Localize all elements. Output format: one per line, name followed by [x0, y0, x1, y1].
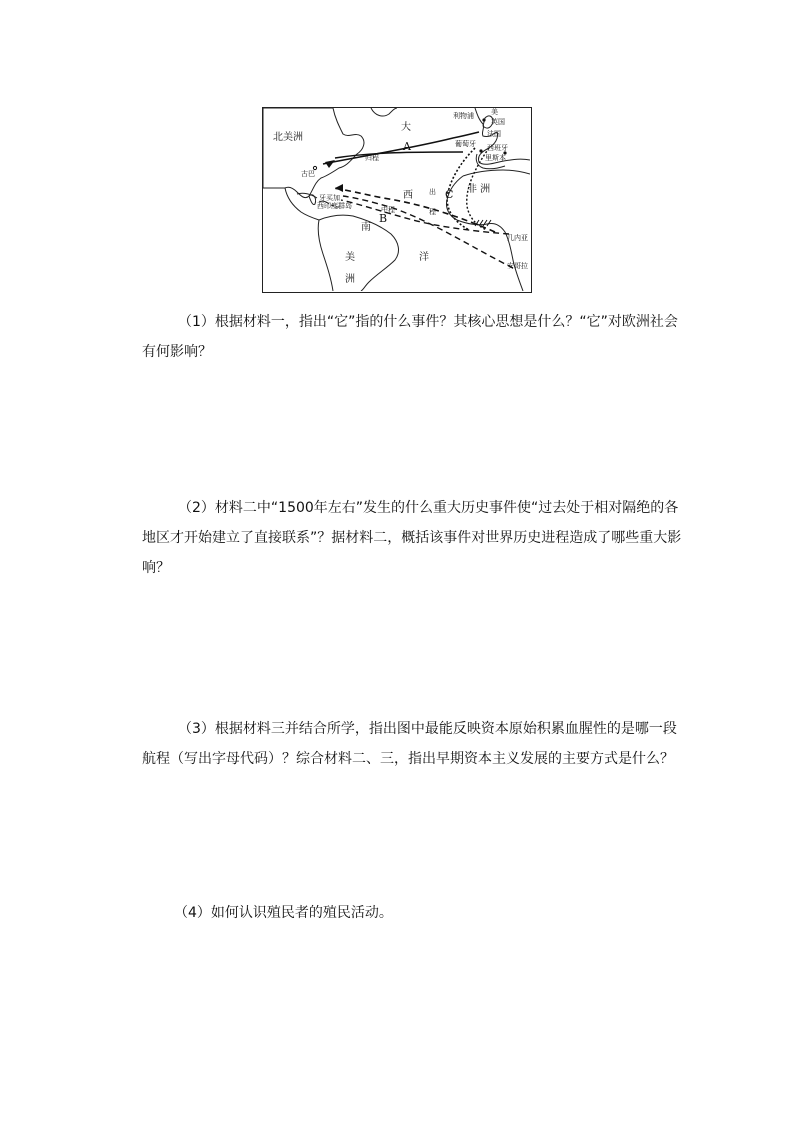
route-a-line [323, 132, 479, 164]
label-route-a: A [403, 140, 411, 153]
question-4: （4）如何认识殖民者的殖民活动。 [174, 905, 393, 921]
label-atlantic-yang: 洋 [419, 252, 429, 263]
map-svg [263, 108, 530, 291]
label-atlantic-da: 大 [401, 122, 411, 133]
question-1: （1）根据材料一，指出“它”指的什么事件？其核心思想是什么？“它”对欧洲社会有何影响？ [142, 314, 678, 360]
label-cuba: 古巴 [301, 170, 315, 178]
label-south-zhou: 洲 [345, 274, 355, 285]
africa-north-coast [463, 170, 530, 176]
label-atlantic-xi: 西 [403, 190, 413, 201]
label-mei-top: 美 [491, 108, 498, 116]
label-guinea: 几内亚 [507, 234, 528, 242]
label-north-america: 北美洲 [273, 132, 303, 143]
label-jamaica: 牙买加 [319, 194, 340, 202]
label-route-b: B [379, 212, 388, 225]
label-africa: 非 洲 [467, 184, 491, 195]
greenland-coast [371, 108, 397, 116]
question-2: （2）材料二中“1500年左右”发生的什么重大历史事件使“过去处于相对隔绝的各地区才开始建立了直接联系”？据材料二，概括该事件对世界历史进程造成了哪些重大影响？ [142, 500, 682, 576]
label-lisbon: 里斯本 [485, 154, 506, 162]
liverpool-dot [482, 118, 485, 121]
south-america-coast [318, 215, 398, 291]
question-3: （3）根据材料三并结合所学，指出图中最能反映资本原始积累血腥性的是哪一段航程（写出字母代码）？综合材料二、三，指出早期资本主义发展的主要方式是什么？ [142, 721, 677, 767]
label-britain: 英国 [491, 118, 505, 126]
lisbon-dot [479, 149, 482, 152]
label-south-nan: 南 [361, 222, 371, 233]
label-middle-passage: 中程 [381, 206, 395, 214]
label-outbound-chu: 出 [429, 188, 436, 196]
north-america-coast [263, 108, 364, 198]
label-south-mei: 美 [345, 252, 355, 263]
label-route-c: C [445, 188, 454, 201]
label-liverpool: 利物浦 [453, 112, 474, 120]
route-a-arrow [325, 160, 335, 168]
route-b-arrow [335, 184, 343, 192]
label-return-voyage: 归程 [365, 154, 379, 162]
label-spain: 西班牙 [487, 144, 508, 152]
label-west-indies: 西印度群岛 [317, 202, 352, 210]
label-angola: 安哥拉 [507, 262, 528, 270]
label-portugal: 葡萄牙 [455, 140, 476, 148]
label-outbound-cheng: 程 [429, 208, 436, 216]
triangular-trade-map [262, 107, 532, 293]
label-france: 法国 [487, 130, 501, 138]
